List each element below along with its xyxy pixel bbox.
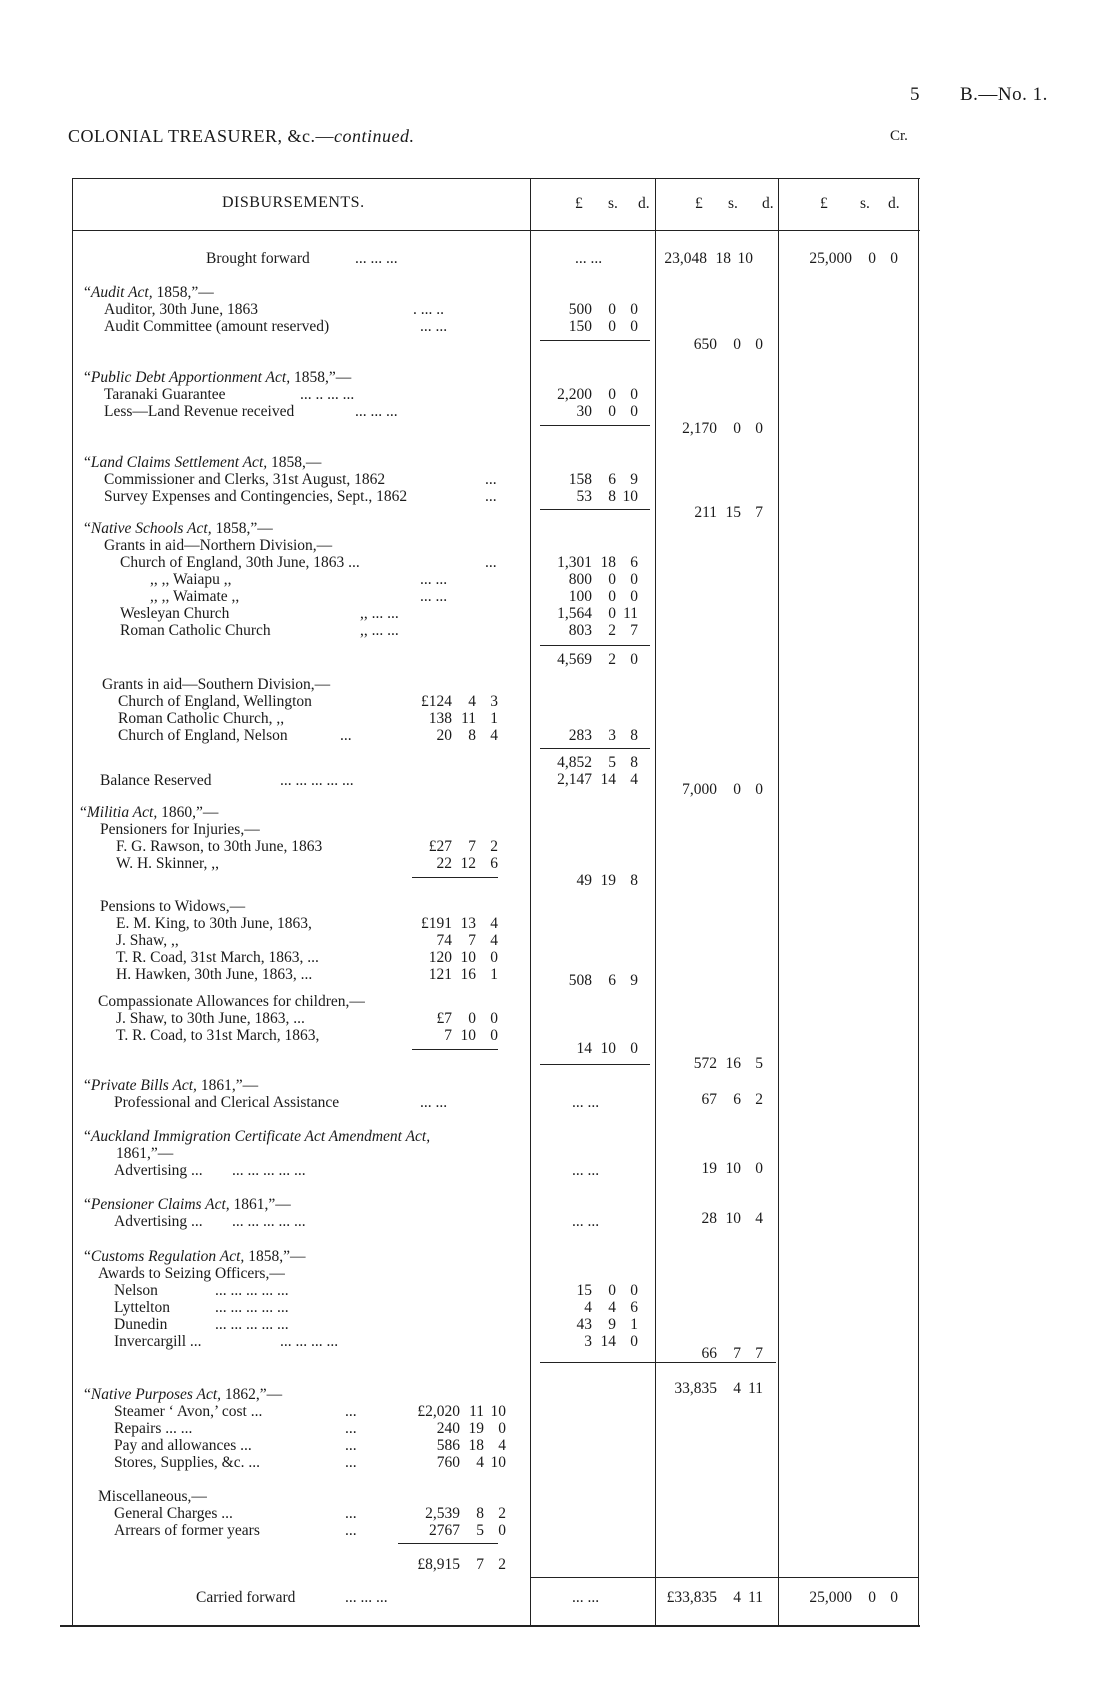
- professional-assistance-amount: 67 6 2: [701, 1091, 763, 1108]
- native-schools-total: 7,000 0 0: [682, 781, 763, 798]
- customs-regulation-act-heading: “Customs Regulation Act, 1858,”—: [84, 1248, 306, 1265]
- document-reference: B.—No. 1.: [960, 84, 1048, 105]
- coad2-label: T. R. Coad, to 31st March, 1863,: [116, 1027, 320, 1044]
- militia-act-heading: “Militia Act, 1860,”—: [80, 804, 219, 821]
- advertising-1-col1: ... ...: [572, 1162, 600, 1179]
- col1-divider: [530, 178, 531, 1626]
- balance-reserved-label: Balance Reserved: [100, 772, 212, 789]
- coe-30june-amount: 1,301 18 6: [557, 554, 638, 571]
- pensions-widows-label: Pensions to Widows,—: [100, 898, 246, 915]
- credit-label: Cr.: [890, 128, 908, 144]
- col2-divider: [655, 178, 656, 1626]
- table-right-border: [918, 178, 919, 1626]
- waiapu-label: ,, ,, Waiapu ,,: [150, 571, 232, 588]
- coe-30june-label: Church of England, 30th June, 1863 ...: [120, 554, 360, 571]
- awards-label: Awards to Seizing Officers,—: [98, 1265, 285, 1282]
- waimate-label: ,, ,, Waimate ,,: [150, 588, 240, 605]
- waiapu-amount: 800 0 0: [568, 571, 638, 588]
- repairs-label: Repairs ... ...: [114, 1420, 193, 1437]
- repairs-dots: ...: [345, 1420, 357, 1437]
- carried-forward-col2: £33,835 4 11: [666, 1589, 763, 1606]
- stores-supplies-label: Stores, Supplies, &c. ...: [114, 1454, 260, 1471]
- native-purposes-total: 33,835 4 11: [674, 1380, 763, 1397]
- invercargill-dots: ... ... ... ...: [280, 1333, 339, 1350]
- pay-allowances-label: Pay and allowances ...: [114, 1437, 252, 1454]
- steamer-label: Steamer ‘ Avon,’ cost ...: [114, 1403, 263, 1420]
- commissioner-label: Commissioner and Clerks, 31st August, 1862: [104, 471, 386, 488]
- coe-wellington-label: Church of England, Wellington: [118, 693, 312, 710]
- brought-forward-dots: ... ... ...: [355, 250, 398, 267]
- survey-expenses-label: Survey Expenses and Contingencies, Sept., 1862: [104, 488, 408, 505]
- audit-committee-label: Audit Committee (amount reserved): [104, 318, 330, 335]
- carried-forward-dots: ... ... ...: [345, 1589, 388, 1606]
- coe-30june-dots: ...: [485, 554, 497, 571]
- land-claims-act-heading: “Land Claims Settlement Act, 1858,—: [84, 454, 322, 471]
- skinner-label: W. H. Skinner, ,,: [116, 855, 219, 872]
- customs-total: 66 7 7: [701, 1345, 763, 1362]
- audit-committee-amount: 150 0 0: [568, 318, 638, 335]
- carried-forward-top-rule: [530, 1577, 918, 1578]
- audit-act-heading: “Audit Act, 1858,”—: [84, 284, 214, 301]
- invercargill-amount: 3 14 0: [584, 1333, 638, 1350]
- native-purposes-act-heading: “Native Purposes Act, 1862,”—: [84, 1386, 283, 1403]
- balance-reserved-amount: 2,147 14 4: [557, 771, 638, 788]
- audit-total: 650 0 0: [693, 336, 763, 353]
- less-land-revenue-amount: 30 0 0: [576, 403, 638, 420]
- dunedin-amount: 43 9 1: [576, 1316, 638, 1333]
- coe-nelson-amount: 20 8 4: [436, 727, 498, 744]
- col1-pound-header: £: [575, 195, 583, 212]
- southern-total: 283 3 8: [568, 727, 638, 744]
- auditor-amount: 500 0 0: [568, 301, 638, 318]
- taranaki-dots: ... .. ... ...: [300, 386, 355, 403]
- commissioner-amount: 158 6 9: [568, 471, 638, 488]
- grants-southern-label: Grants in aid—Southern Division,—: [102, 676, 331, 693]
- col2-pence-header: d.: [762, 195, 774, 212]
- professional-assistance-label: Professional and Clerical Assistance: [114, 1094, 340, 1111]
- roman-catholic-dots: ,, ... ...: [360, 622, 399, 639]
- rc-church-amount: 138 11 1: [428, 710, 498, 727]
- arrears-amount: 2767 5 0: [429, 1522, 506, 1539]
- table-bottom-rule: [60, 1625, 920, 1627]
- advertising-1-label: Advertising ...: [114, 1162, 203, 1179]
- northern-subtotal-rule: [540, 645, 650, 646]
- page-title: COLONIAL TREASURER, &c.—continued.: [68, 126, 415, 146]
- coe-wellington-amount: £124 4 3: [421, 693, 498, 710]
- pay-allowances-amount: 586 18 4: [436, 1437, 506, 1454]
- balance-reserved-dots: ... ... ... ... ...: [280, 772, 354, 789]
- header-bottom-rule: [72, 230, 920, 231]
- hawken-amount: 121 16 1: [428, 966, 498, 983]
- compassionate-subtotal-rule: [412, 1049, 498, 1050]
- hawken-label: H. Hawken, 30th June, 1863, ...: [116, 966, 313, 983]
- pay-allowances-dots: ...: [345, 1437, 357, 1454]
- customs-subtotal-rule: [540, 1362, 776, 1363]
- nelson-label: Nelson: [114, 1282, 158, 1299]
- table-left-border: [72, 178, 73, 1626]
- brought-forward-label: Brought forward: [206, 250, 310, 267]
- schools-sum: 4,852 5 8: [557, 754, 638, 771]
- shaw2-label: J. Shaw, to 30th June, 1863, ...: [116, 1010, 305, 1027]
- carried-forward-label: Carried forward: [196, 1589, 296, 1606]
- steamer-dots: ...: [345, 1403, 357, 1420]
- col3-divider: [778, 178, 779, 1626]
- dunedin-label: Dunedin: [114, 1316, 168, 1333]
- less-land-revenue-dots: ... ... ...: [355, 403, 398, 420]
- invercargill-label: Invercargill ...: [114, 1333, 202, 1350]
- stores-supplies-amount: 760 4 10: [436, 1454, 506, 1471]
- brought-forward-col3: 25,000 0 0: [809, 250, 898, 267]
- column-header-disbursements: DISBURSEMENTS.: [222, 194, 365, 211]
- advertising-1-amount: 19 10 0: [701, 1160, 763, 1177]
- roman-catholic-label: Roman Catholic Church: [120, 622, 271, 639]
- rawson-label: F. G. Rawson, to 30th June, 1863: [116, 838, 323, 855]
- shaw-amount: 74 7 4: [436, 932, 498, 949]
- page-number: 5: [910, 84, 920, 105]
- col3-pound-header: £: [820, 195, 828, 212]
- nelson-amount: 15 0 0: [576, 1282, 638, 1299]
- rc-church-label: Roman Catholic Church, ,,: [118, 710, 285, 727]
- auditor-dots: . ... ..: [413, 301, 444, 318]
- commissioner-dots: ...: [485, 471, 497, 488]
- lyttelton-amount: 4 4 6: [584, 1299, 638, 1316]
- general-charges-dots: ...: [345, 1505, 357, 1522]
- general-charges-amount: 2,539 8 2: [425, 1505, 506, 1522]
- wesleyan-amount: 1,564 0 11: [557, 605, 638, 622]
- col2-shilling-header: s.: [728, 195, 738, 212]
- pensioner-claims-act-heading: “Pensioner Claims Act, 1861,”—: [84, 1196, 291, 1213]
- waimate-amount: 100 0 0: [568, 588, 638, 605]
- table-top-rule: [72, 178, 920, 179]
- waimate-dots: ... ...: [420, 588, 448, 605]
- professional-assistance-dots: ... ...: [420, 1094, 448, 1111]
- advertising-2-dots: ... ... ... ... ...: [232, 1213, 306, 1230]
- survey-expenses-amount: 53 8 10: [576, 488, 638, 505]
- wesleyan-dots: ,, ... ...: [360, 605, 399, 622]
- king-amount: £191 13 4: [421, 915, 498, 932]
- wesleyan-label: Wesleyan Church: [120, 605, 230, 622]
- coad-amount: 120 10 0: [428, 949, 498, 966]
- col2-pound-header: £: [695, 195, 703, 212]
- advertising-2-amount: 28 10 4: [701, 1210, 763, 1227]
- col1-pence-header: d.: [638, 195, 650, 212]
- repairs-amount: 240 19 0: [436, 1420, 506, 1437]
- pensioners-injuries-label: Pensioners for Injuries,—: [100, 821, 260, 838]
- taranaki-amount: 2,200 0 0: [557, 386, 638, 403]
- lyttelton-dots: ... ... ... ... ...: [215, 1299, 289, 1316]
- survey-expenses-dots: ...: [485, 488, 497, 505]
- grants-northern-label: Grants in aid—Northern Division,—: [104, 537, 333, 554]
- coe-nelson-dots: ...: [340, 727, 352, 744]
- auditor-label: Auditor, 30th June, 1863: [104, 301, 258, 318]
- arrears-dots: ...: [345, 1522, 357, 1539]
- coe-nelson-label: Church of England, Nelson: [118, 727, 288, 744]
- compassionate-label: Compassionate Allowances for children,—: [98, 993, 365, 1010]
- nelson-dots: ... ... ... ... ...: [215, 1282, 289, 1299]
- steamer-amount: £2,020 11 10: [417, 1403, 506, 1420]
- col1-shilling-header: s.: [608, 195, 618, 212]
- general-charges-label: General Charges ...: [114, 1505, 233, 1522]
- advertising-2-col1: ... ...: [572, 1213, 600, 1230]
- roman-catholic-amount: 803 2 7: [568, 622, 638, 639]
- brought-forward-col2: 23,048 18 10: [664, 250, 753, 267]
- taranaki-label: Taranaki Guarantee: [104, 386, 226, 403]
- shaw-label: J. Shaw, ,,: [116, 932, 179, 949]
- native-purposes-subtotal-rule: [398, 1543, 498, 1544]
- pensioners-subtotal-rule: [412, 877, 498, 878]
- lyttelton-label: Lyttelton: [114, 1299, 170, 1316]
- schools-subtotal-rule: [540, 748, 650, 749]
- coad2-amount: 7 10 0: [444, 1027, 498, 1044]
- col3-shilling-header: s.: [860, 195, 870, 212]
- private-bills-act-heading: “Private Bills Act, 1861,”—: [84, 1077, 259, 1094]
- shaw2-amount: £7 0 0: [436, 1010, 498, 1027]
- public-debt-total: 2,170 0 0: [682, 420, 763, 437]
- native-schools-act-heading: “Native Schools Act, 1858,”—: [84, 520, 273, 537]
- northern-total: 4,569 2 0: [557, 651, 638, 668]
- col3-pence-header: d.: [888, 195, 900, 212]
- skinner-amount: 22 12 6: [436, 855, 498, 872]
- carried-forward-col1: ... ...: [572, 1589, 600, 1606]
- dunedin-dots: ... ... ... ... ...: [215, 1316, 289, 1333]
- pensioners-total: 49 19 8: [576, 872, 638, 889]
- brought-forward-col1: ... ...: [575, 250, 603, 267]
- native-purposes-subtotal: £8,915 7 2: [417, 1556, 506, 1573]
- land-claims-total: 211 15 7: [694, 504, 763, 521]
- public-debt-act-heading: “Public Debt Apportionment Act, 1858,”—: [84, 369, 352, 386]
- advertising-2-label: Advertising ...: [114, 1213, 203, 1230]
- land-claims-subtotal-rule: [540, 509, 650, 510]
- less-land-revenue-label: Less—Land Revenue received: [104, 403, 295, 420]
- public-debt-subtotal-rule: [540, 425, 650, 426]
- coad-label: T. R. Coad, 31st March, 1863, ...: [116, 949, 319, 966]
- stores-supplies-dots: ...: [345, 1454, 357, 1471]
- auckland-immigration-year: 1861,”—: [116, 1145, 174, 1162]
- audit-committee-dots: ... ...: [420, 318, 448, 335]
- waiapu-dots: ... ...: [420, 571, 448, 588]
- miscellaneous-label: Miscellaneous,—: [98, 1488, 207, 1505]
- advertising-1-dots: ... ... ... ... ...: [232, 1162, 306, 1179]
- carried-forward-col3: 25,000 0 0: [809, 1589, 898, 1606]
- arrears-label: Arrears of former years: [114, 1522, 260, 1539]
- king-label: E. M. King, to 30th June, 1863,: [116, 915, 312, 932]
- widows-total: 508 6 9: [568, 972, 638, 989]
- compassionate-total: 14 10 0: [576, 1040, 638, 1057]
- auckland-immigration-act-heading: “Auckland Immigration Certificate Act Amendment Act,: [84, 1128, 431, 1145]
- audit-subtotal-rule: [540, 340, 650, 341]
- professional-assistance-col1: ... ...: [572, 1094, 600, 1111]
- militia-total: 572 16 5: [693, 1055, 763, 1072]
- rawson-amount: £27 7 2: [428, 838, 498, 855]
- militia-subtotal-rule: [540, 1064, 650, 1065]
